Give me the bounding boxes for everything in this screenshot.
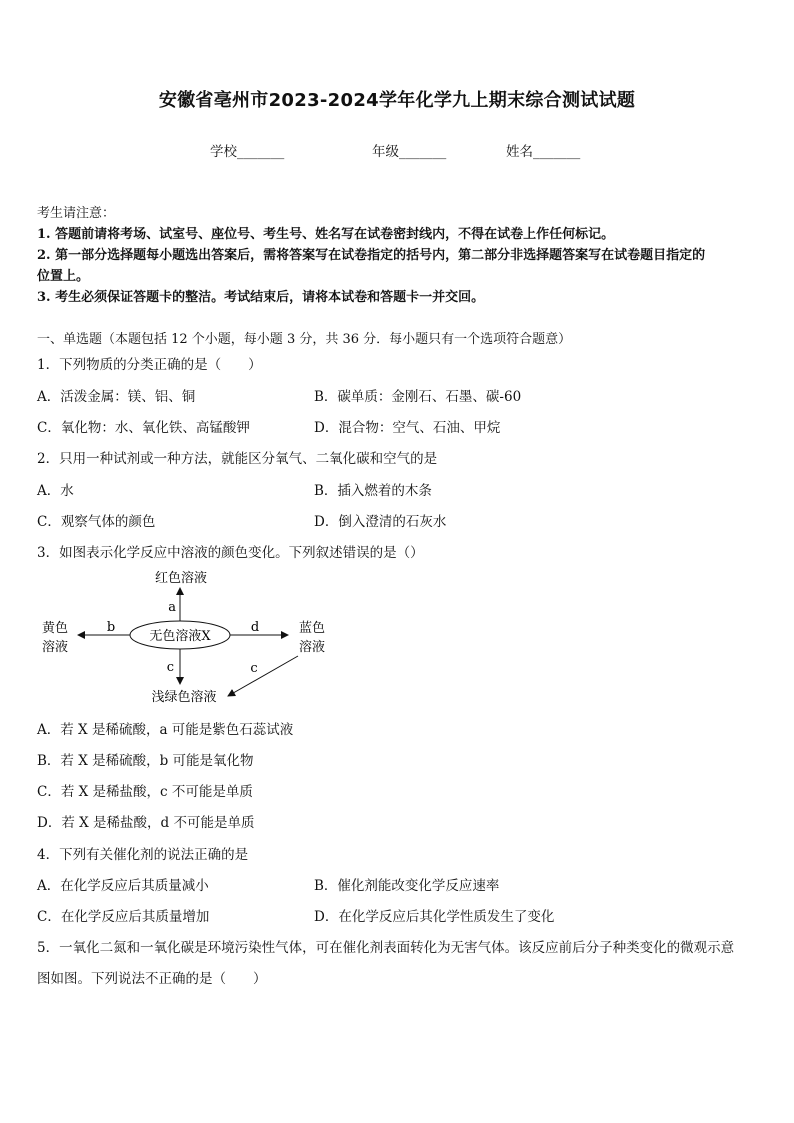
label-c-diagonal: c [250,661,258,676]
label-a: a [168,600,176,615]
question-2-option-c: C．观察气体的颜色 [37,514,156,530]
page-title: 安徽省亳州市2023-2024学年化学九上期末综合测试试题 [158,90,636,111]
notice-item-1: 1. 答题前请将考场、试室号、座位号、考生号、姓名写在试卷密封线内，不得在试卷上作任何标记。 [37,227,615,242]
question-5-stem-cont: 图如图。下列说法不正确的是（ ） [37,971,267,987]
arrow-c-diagonal [228,656,298,696]
notice-item-3: 3. 考生必须保证答题卡的整洁。考试结束后，请将本试卷和答题卡一并交回。 [37,290,485,305]
question-1-stem: 1．下列物质的分类正确的是（ ） [37,357,262,373]
center-label: 无色溶液X [149,629,211,644]
bottom-solution: 浅绿色溶液 [151,690,217,705]
notice-heading: 考生请注意： [37,206,116,221]
question-2-option-d: D．倒入澄清的石灰水 [314,514,447,530]
question-4-option-b: B．催化剂能改变化学反应速率 [314,878,500,894]
label-d: d [250,620,260,635]
question-4-option-c: C．在化学反应后其质量增加 [37,909,210,925]
question-3-option-d: D．若 X 是稀盐酸，d 不可能是单质 [37,815,255,831]
question-4-option-d: D．在化学反应后其化学性质发生了变化 [314,909,555,925]
left-solution-line2: 溶液 [41,640,69,655]
notice-item-2: 2. 第一部分选择题每小题选出答案后，需将答案写在试卷指定的括号内，第二部分非选择题答案写在试卷题目指定的 [37,248,706,263]
question-2-option-a: A．水 [37,483,74,499]
top-solution: 红色溶液 [154,571,208,586]
question-3-option-c: C．若 X 是稀盐酸，c 不可能是单质 [37,784,253,800]
right-solution-line2: 溶液 [298,640,326,655]
question-3-stem: 3．如图表示化学反应中溶液的颜色变化。下列叙述错误的是（） [37,545,424,561]
name-field: 姓名_______ [506,144,581,160]
school-field: 学校_______ [210,144,285,160]
left-solution-line1: 黄色 [41,621,69,636]
question-2-stem: 2．只用一种试剂或一种方法，就能区分氧气、二氧化碳和空气的是 [37,451,438,467]
question-1-option-d: D．混合物：空气、石油、甲烷 [314,420,501,436]
question-1-option-c: C．氧化物：水、氧化铁、高锰酸钾 [37,420,250,436]
question-3-option-b: B．若 X 是稀硫酸，b 可能是氧化物 [37,753,254,769]
question-1-option-b: B．碳单质：金刚石、石墨、碳-60 [314,389,522,405]
question-4-option-a: A．在化学反应后其质量减小 [37,878,209,894]
notice-item-2-cont: 位置上。 [37,269,90,284]
reaction-diagram [0,560,400,710]
question-5-stem: 5．一氧化二氮和一氧化碳是环境污染性气体，可在催化剂表面转化为无害气体。该反应前后分子种类变化的微观示意 [37,940,735,956]
label-c-down: c [166,660,174,675]
question-1-option-a: A．活泼金属：镁、铝、铜 [37,389,196,405]
question-3-option-a: A．若 X 是稀硫酸，a 可能是紫色石蕊试液 [37,722,294,738]
question-4-stem: 4．下列有关催化剂的说法正确的是 [37,847,249,863]
grade-field: 年级_______ [372,144,447,160]
label-b: b [106,620,116,635]
section-heading: 一、单选题（本题包括 12 个小题，每小题 3 分，共 36 分．每小题只有一个选项符合题意） [37,332,572,347]
question-2-option-b: B．插入燃着的木条 [314,483,432,499]
right-solution-line1: 蓝色 [298,621,326,636]
